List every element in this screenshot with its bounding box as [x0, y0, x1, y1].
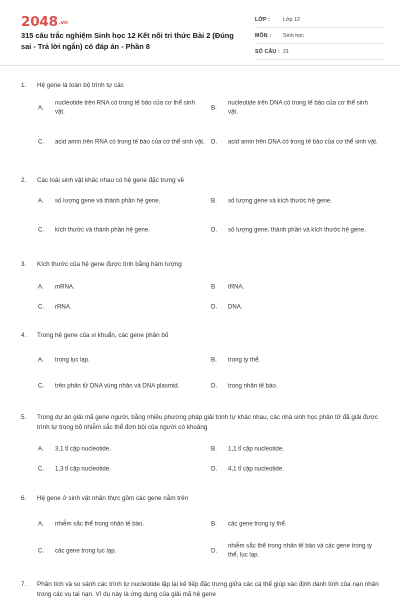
- option-b[interactable]: B. trong ty thể.: [211, 356, 261, 364]
- question-text: Hệ gene là toàn bộ trình tự các: [37, 82, 124, 89]
- option-a[interactable]: A. nucleotide trên RNA có trong tế bào của cơ thể sinh vật.: [38, 99, 195, 116]
- question-7: [21, 580, 381, 600]
- option-a[interactable]: A. trong lục lạp.: [38, 356, 90, 364]
- question-4: [21, 331, 381, 404]
- option-b[interactable]: B. các gene trong ty thể.: [211, 520, 287, 528]
- question-number: 6.: [21, 495, 27, 502]
- question-text: Hệ gene ở sinh vật nhân thực gồm các gene nằm trên: [37, 495, 189, 502]
- page-header: [0, 0, 400, 66]
- option-d[interactable]: D. trong nhân tế bào.: [211, 382, 278, 390]
- option-c[interactable]: C. trên phân tử DNA vùng nhân và DNA plasmid.: [38, 382, 180, 390]
- question-number: 2.: [21, 177, 27, 184]
- option-d[interactable]: D. số lượng gene, thành phần và kích thước hệ gene.: [211, 226, 366, 234]
- option-a[interactable]: A. mRNA.: [38, 283, 75, 291]
- option-b[interactable]: B. số lượng gene và kích thước hệ gene.: [211, 197, 332, 205]
- option-b[interactable]: B. nucleotide trên DNA có trong tế bào của cơ thể sinh vật.: [211, 99, 368, 116]
- question-6: [21, 494, 381, 569]
- question-text: Trong hệ gene của vi khuẩn, các gene phân bố: [37, 332, 169, 339]
- question-number: 3.: [21, 261, 27, 268]
- question-text: Các loài sinh vật khác nhau có hệ gene đặc trưng về: [37, 177, 185, 184]
- question-number: 5.: [21, 414, 27, 421]
- question-number: 1.: [21, 82, 27, 89]
- question-1: [21, 81, 381, 158]
- option-a[interactable]: A. số lượng gene và thành phần hệ gene.: [38, 197, 161, 205]
- site-logo[interactable]: 2048.vn: [21, 14, 68, 30]
- option-a[interactable]: A. 3,1 tỉ cặp nucleotide.: [38, 445, 111, 453]
- option-a[interactable]: A. nhiễm sắc thể trong nhân tế bào.: [38, 520, 145, 528]
- question-3: [21, 260, 381, 321]
- option-c[interactable]: C. acid amin trên RNA có trong tế bào của cơ thể sinh vật.: [38, 138, 205, 146]
- option-b[interactable]: B. tRNA.: [211, 283, 245, 291]
- option-c[interactable]: C. rRNA.: [38, 303, 72, 311]
- meta-question-count: SỐ CÂU : 21: [255, 44, 385, 60]
- option-d[interactable]: D. 4,1 tỉ cặp nucleotide.: [211, 465, 284, 473]
- question-5: [21, 413, 381, 484]
- document-title: 315 câu trắc nghiệm Sinh học 12 Kết nối tri thức Bài 2 (Đúng sai - Trả lời ngắn) có đáp án - Phần 8: [21, 31, 234, 51]
- question-2: [21, 176, 381, 247]
- option-d[interactable]: D. nhiễm sắc thể trong nhân tế bào và các gene trong ty thể, lục lạp.: [211, 542, 372, 559]
- option-c[interactable]: C. kích thước và thành phần hệ gene.: [38, 226, 150, 234]
- option-c[interactable]: C. các gene trong lục lạp.: [38, 547, 117, 555]
- option-d[interactable]: D. acid amin trên DNA có trong tế bào của cơ thể sinh vật.: [211, 138, 378, 146]
- question-number: 7.: [21, 581, 27, 588]
- meta-subject: MÔN : Sinh học: [255, 28, 385, 44]
- question-number: 4.: [21, 332, 27, 339]
- option-b[interactable]: B. 1,1 tỉ cặp nucleotide.: [211, 445, 284, 453]
- meta-class: LỚP : Lớp 12: [255, 12, 385, 28]
- question-text: Kích thước của hệ gene được tính bằng hàm lượng: [37, 261, 182, 268]
- option-d[interactable]: D. DNA.: [211, 303, 243, 311]
- question-text: Trong dự án giải mã gene người, bằng nhiều phương pháp giải trình tự khác nhau, các nhà sinh học phân tử đã giải được trình tự trong bộ nhiễm sắc thể đơn bội của người có khoảng: [37, 414, 378, 431]
- option-c[interactable]: C. 1,3 tỉ cặp nucleotide.: [38, 465, 111, 473]
- question-text: Phân tích và so sánh các trình tự nucleotide lặp lại kế tiếp đặc trưng giữa các cá thể giúp xác định danh tính của nạn nhân trong các vụ tai nạn. Ví dụ này là ứng dụng của giải mã hệ gene: [37, 581, 379, 598]
